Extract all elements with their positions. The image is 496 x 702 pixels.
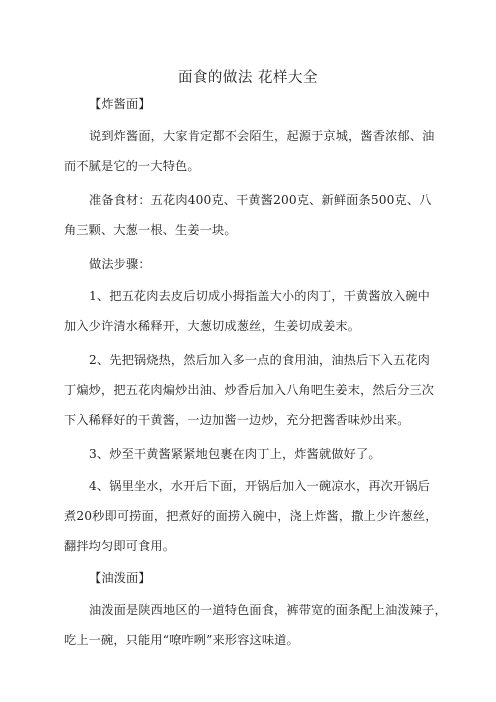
paragraph-line: 1、把五花肉去皮后切成小拇指盖大小的肉丁，干黄酱放入碗中 xyxy=(89,289,431,303)
paragraph-line: 而不腻是它的一大特色。 xyxy=(64,159,200,173)
paragraph-line: 2、先把锅烧热，然后加入多一点的食用油，油热后下入五花肉 xyxy=(89,353,431,367)
page-title: 面食的做法 花样大全 xyxy=(177,70,319,86)
paragraph-line: 4、锅里坐水，水开后下面，开锅后加入一碗凉水，再次开锅后 xyxy=(89,479,431,493)
paragraph-line: 3、炒至干黄酱紧紧地包裹在肉丁上，炸酱就做好了。 xyxy=(89,447,381,461)
paragraph-line: 下入稀释好的干黄酱，一边加酱一边炒，充分把酱香味炒出来。 xyxy=(64,413,410,427)
paragraph-line: 说到炸酱面，大家肯定都不会陌生，起源于京城，酱香浓郁、油 xyxy=(89,129,435,143)
paragraph-line: 吃上一碗，只能用“嘹咋咧”来形容这味道。 xyxy=(64,633,299,647)
paragraph-line: 角三颗、大葱一根、生姜一块。 xyxy=(64,223,237,237)
section-heading-youpomian: 【油泼面】 xyxy=(89,571,151,585)
paragraph-line: 丁煸炒，把五花肉煸炒出油、炒香后加入八角吧生姜末，然后分三次 xyxy=(64,383,435,397)
paragraph-line: 油泼面是陕西地区的一道特色面食，裤带宽的面条配上油泼辣子， xyxy=(89,603,447,617)
paragraph-line: 做法步骤： xyxy=(89,257,151,271)
paragraph-line: 加入少许清水稀释开，大葱切成葱丝，生姜切成姜末。 xyxy=(64,319,361,333)
paragraph-line: 翻拌均匀即可食用。 xyxy=(64,539,176,553)
paragraph-line: 煮20秒即可捞面，把煮好的面捞入碗中，浇上炸酱，撒上少许葱丝， xyxy=(64,509,438,523)
paragraph-line: 准备食材：五花肉400克、干黄酱200克、新鲜面条500克、八 xyxy=(89,193,432,207)
section-heading-zhajiangmian: 【炸酱面】 xyxy=(89,97,151,111)
